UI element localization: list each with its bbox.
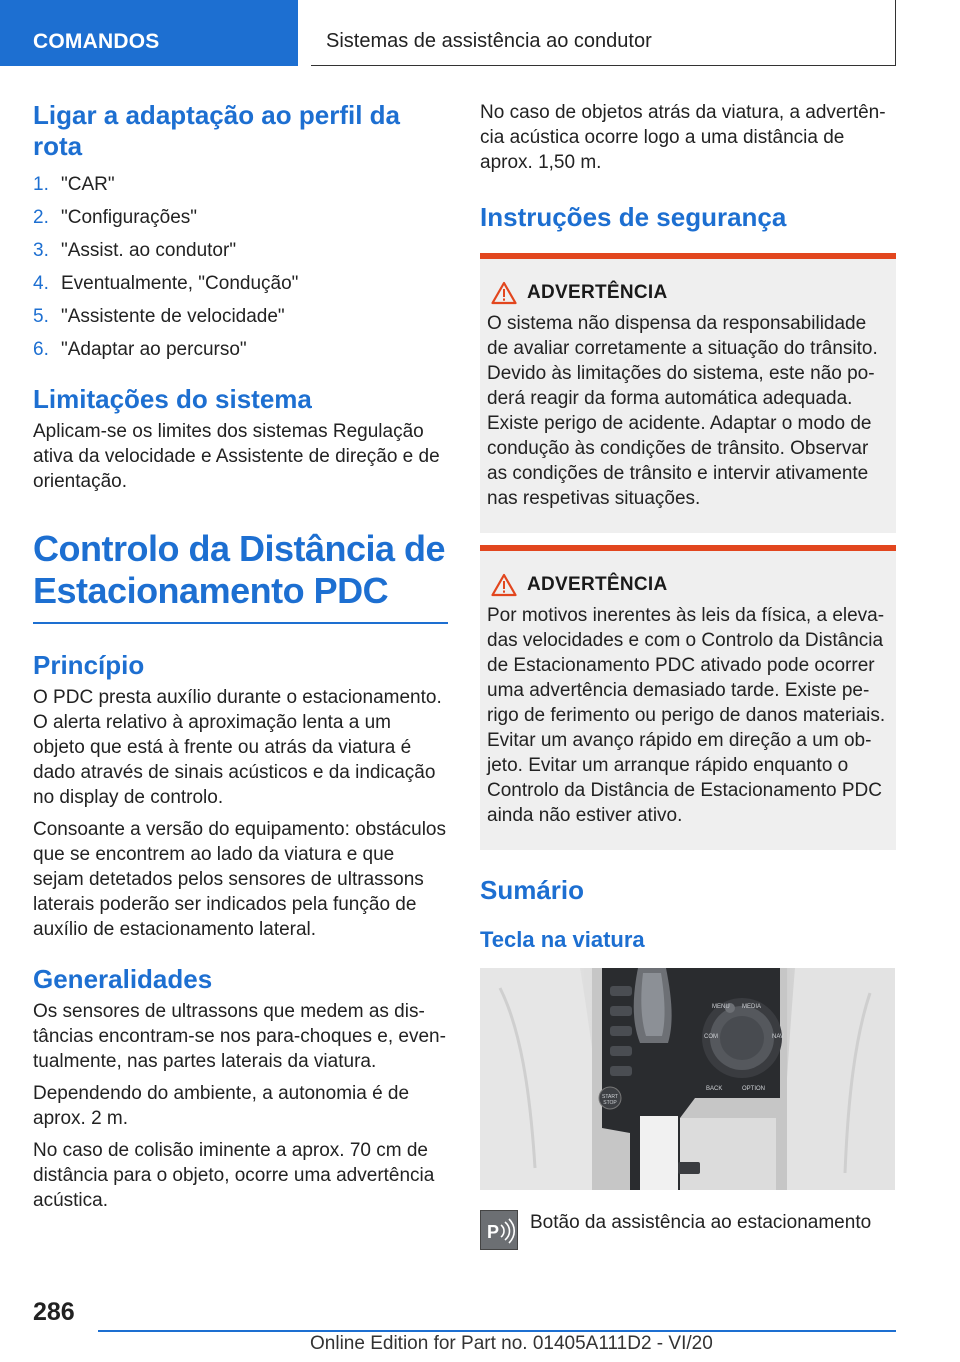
list-item: 3. "Assist. ao condutor" — [33, 240, 237, 261]
warning-text: O sistema não dispensa da responsabilidade de avaliar corretamente a situação do trânsito. Devido às limitações do sistema, este não poderá reagir da forma automática adequada. Existe perigo de acidente. Adaptar o modo de condução às condições de trânsito. Observar as condições de trânsito e intervir ativamente nas respetivas situações. — [487, 313, 878, 509]
center-console-photo — [480, 968, 895, 1190]
svg-text:P: P — [487, 1222, 500, 1242]
warning-title: ADVERTÊNCIA — [527, 282, 668, 303]
limits-text: Aplicam-se os limites dos sistemas Regulação ativa da velocidade e Assistente de direção e de orientação. — [33, 421, 440, 492]
summary-heading: Sumário — [480, 875, 585, 905]
edition-note: Online Edition for Part no. 01405A111D2 - VI/20 — [310, 1333, 713, 1354]
principle-text-1: O PDC presta auxílio durante o estacionamento. O alerta relativo à aproximação lenta a um objeto que está à frente ou atrás da viatura é dado através de sinais acústicos e da indicação no display de controlo. — [33, 686, 442, 808]
section-tab — [0, 0, 298, 66]
warning-text: Por motivos inerentes às leis da física, a elevadas velocidades e com o Controlo da Distância de Estacionamento PDC ativado pode ocorrer uma advertência demasiado tarde. Existe perigo de ferimento ou perigo de danos materiais. Evitar um avanço rápido em direção a um objeto. Evitar um arranque rápido enquanto o Controlo da Distância de Estacionamento PDC ainda não estiver ativo. — [487, 605, 886, 826]
footer-divider — [98, 1330, 896, 1332]
park-assist-button-icon — [480, 1210, 518, 1250]
warning-triangle-icon — [491, 281, 517, 305]
principle-heading: Princípio — [33, 649, 145, 680]
intro-text: No caso de objetos atrás da viatura, a advertência acústica ocorre logo a uma distância de aprox. 1,50 m. — [480, 102, 886, 173]
warning-box — [480, 253, 896, 533]
general-heading: Generalidades — [33, 963, 213, 994]
right-column — [480, 100, 896, 1250]
photo-label: START STOP — [602, 1094, 618, 1106]
chapter-title: Sistemas de assistência ao condutor — [326, 30, 652, 52]
general-text-1: Os sensores de ultrassons que medem as distâncias encontram-se nos para-choques e, eventualmente, nas partes laterais da viatura. — [33, 1000, 446, 1072]
photo-label: NAV — [772, 1034, 784, 1040]
chapter-header — [311, 0, 896, 66]
photo-label: COM — [704, 1034, 718, 1040]
title-divider — [33, 622, 448, 624]
page-number: 286 — [33, 1298, 75, 1326]
photo-label: MEDIA — [742, 1004, 762, 1010]
general-text-2: Dependendo do ambiente, a autonomia é de aprox. 2 m. — [33, 1082, 410, 1129]
route-steps-list — [33, 168, 448, 366]
safety-heading: Instruções de segurança — [480, 202, 787, 232]
warning-triangle-icon — [491, 573, 517, 597]
list-item: 6. "Adaptar ao percurso" — [33, 339, 247, 360]
principle-text-2: Consoante a versão do equipamento: obstáculos que se encontrem ao lado da viatura e que sejam detetados pelos sensores de ultrassons laterais poderão ser indicados pela função de auxílio de estacionamento lateral. — [33, 818, 446, 940]
left-column — [33, 100, 448, 1213]
photo-label: BACK — [706, 1086, 723, 1092]
key-heading: Tecla na viatura — [480, 927, 645, 952]
list-item: 4. Eventualmente, "Condução" — [33, 273, 299, 294]
list-item: 2. "Configurações" — [33, 207, 198, 228]
general-text-3: No caso de colisão iminente a aprox. 70 cm de distância para o objeto, ocorre uma advertência acústica. — [33, 1139, 435, 1211]
section-title: COMANDOS — [33, 30, 160, 53]
pdc-title: Controlo da Distância de Estacionamento PDC — [33, 528, 446, 611]
route-heading: Ligar a adaptação ao perfil da rota — [33, 100, 400, 161]
list-item: 1. "CAR" — [33, 174, 115, 195]
caption-row — [480, 1210, 896, 1250]
warning-box — [480, 545, 896, 850]
limits-heading: Limitações do sistema — [33, 384, 312, 414]
photo-caption: Botão da assistência ao estacionamento — [530, 1212, 872, 1233]
list-item: 5. "Assistente de velocidade" — [33, 306, 285, 327]
warning-title: ADVERTÊNCIA — [527, 574, 668, 595]
photo-label: MENU — [712, 1004, 730, 1010]
photo-label: OPTION — [742, 1086, 766, 1092]
